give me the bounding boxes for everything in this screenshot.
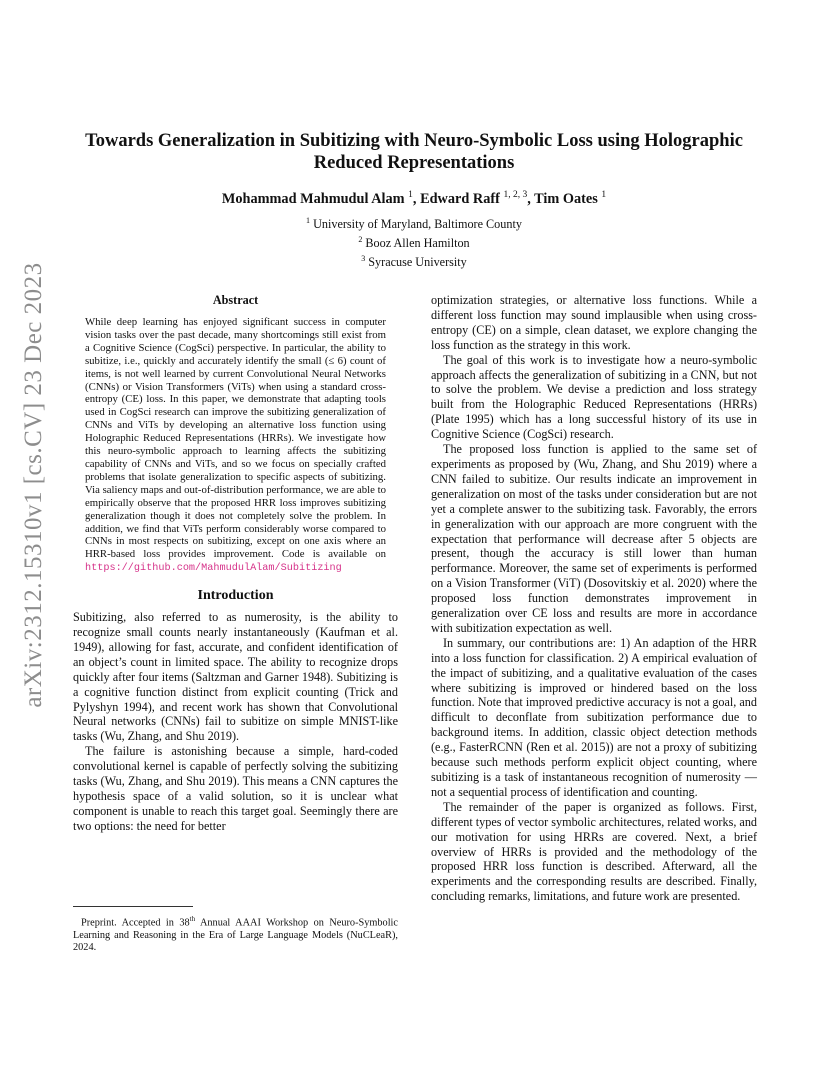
footnote-text <box>73 913 398 955</box>
affiliation-mark: 1 <box>306 216 311 225</box>
affiliation-line <box>70 232 758 251</box>
footnote <box>73 906 398 955</box>
arxiv-identifier-text: arXiv:2312.15310v1 [cs.CV] 23 Dec 2023 <box>20 262 47 708</box>
abstract-body: While deep learning has enjoyed significant success in computer vision tasks over the past decade, many shortcomings still exist from a Cognitive Science (CogSci) perspective. In particular, the ability to subitize, i.e., quickly and accurately identify the small (≤ 6) count of items, is not well learned by current Convolutional Neural Networks (CNNs) or Vision Transformers (ViTs) when using a standard cross-entropy (CE) loss. In this paper, we demonstrate that adapting tools used in CogSci research can improve the subitizing generalization of CNNs and ViTs by developing an alternative loss function using Holographic Reduced Representations (HRRs). We investigate how this neuro-symbolic approach to learning affects the subitizing capability of CNNs and ViTs, and so we focus on specially crafted problems that isolate generalization to specific aspects of subitizing. Via saliency maps and out-of-distribution performance, we are able to empirically observe that the proposed HRR loss improves subitizing generalization though it does not completely solve the problem. In addition, we find that ViTs perform considerably worse compared to CNNs in most respects on subitizing, except on one axis where an HRR-based loss provides improvement. Code is available on <box>85 316 386 561</box>
author-affiliation-mark: 1, 2, 3 <box>503 190 528 200</box>
abstract-heading: Abstract <box>212 293 259 307</box>
author-list: Mohammad Mahmudul Alam $^1$, Edward Raff $^{1, 2, 3}$, Tim Oates $^1$ <box>221 190 607 207</box>
abstract-text <box>85 316 386 576</box>
affiliation-name: Syracuse University <box>368 255 467 270</box>
affiliation-list <box>70 213 758 270</box>
body-paragraph: In summary, our contributions are: 1) An adaption of the HRR into a loss function for classification. 2) A empirical evaluation of the impact of subitizing, and a qualitative evaluation of the cases where subitizing is improved or hindered based on the loss function. Note that improved predictive accuracy is not a goal, and difficult to deconflate from subitization performance due to background items. In addition, classic object detection methods (e.g., FasterRCNN (Ren et al. 2015)) are not a proxy of subitizing because such methods perform explicit object counting, where subitizing is a task of instantaneous recognition of numerosity — not a sequential process of identification and counting. <box>431 635 757 799</box>
footnote-rule <box>73 906 193 907</box>
author-affiliation-mark: 1 <box>601 190 607 200</box>
affiliation-line <box>70 213 758 232</box>
author-name: Tim Oates <box>534 190 598 207</box>
author-affiliation-mark: 1 <box>408 190 413 200</box>
introduction-paragraph: Subitizing, also referred to as numerosity, is the ability to recognize small counts nearly instantaneously (Kaufman et al. 1949), allowing for fast, accurate, and confident identification of an object’s count in limited space. The ability to recognize drops quickly after four items (Saltzman and Garner 1948). Subitizing is a cognitive function distinct from explicit counting (Trick and Pylyshyn 1994), and recent work has shown that Convolutional Neural networks (CNNs) fail to subitize on simple MNIST-like tasks (Wu, Zhang, and Shu 2019). <box>73 610 398 744</box>
introduction-paragraph: The failure is astonishing because a simple, hard-coded convolutional kernel is capable of perfectly solving the subitizing tasks (Wu, Zhang, and Shu 2019). This means a CNN captures the hypothesis space of a valid solution, so it is unclear what component is unable to reach this target goal. Seemingly there are two options: the need for better <box>73 744 398 833</box>
code-repository-link[interactable]: https://github.com/MahmudulAlam/Subitizing <box>85 563 342 575</box>
affiliation-mark: 3 <box>361 254 366 264</box>
body-paragraph: The goal of this work is to investigate how a neuro-symbolic approach affects the generalization of subitizing in a CNN, but not to solve the problem. We devise a prediction and loss strategy built from the Holographic Reduced Representations (HRRs) (Plate 1995) which has a long successful history of its use in Cognitive Science (CogSci) research. <box>431 352 757 442</box>
affiliation-mark: 2 <box>358 235 363 245</box>
footnote-superscript: th <box>189 915 196 923</box>
author-name: Mohammad Mahmudul Alam <box>221 190 405 207</box>
affiliation-name: University of Maryland, Baltimore County <box>313 217 522 232</box>
footnote-text-end: Annual AAAI Workshop on Neuro-Symbolic Learning and Reasoning in the Era of Large Language Models (NuCLeaR), 2024. <box>73 917 398 954</box>
paper-title: Towards Generalization in Subitizing with Neuro-Symbolic Loss using Holographic Reduced Representations <box>85 131 743 173</box>
body-paragraph: The remainder of the paper is organized as follows. First, different types of vector symbolic architectures, related works, and our motivation for using HRRs are covered. Next, a brief overview of HRRs is provided and the methodology of the proposed HRR loss function is described. Afterward, all the experiments and the corresponding results are described. Finally, concluding remarks, limitations, and future work are presented. <box>431 799 758 904</box>
left-column <box>73 293 398 834</box>
introduction-heading: Introduction <box>197 588 274 604</box>
affiliation-name: Booz Allen Hamilton <box>365 236 470 251</box>
arxiv-identifier-stamp <box>14 262 54 708</box>
right-column <box>431 293 757 904</box>
body-paragraph: optimization strategies, or alternative loss functions. While a different loss function may sound implausible when using cross-entropy (CE) on a simple, clean dataset, we explore changing the loss function as the strategy in this work. <box>431 293 757 352</box>
footnote-text-start: Preprint. Accepted in 38 <box>81 917 190 929</box>
author-name: Edward Raff <box>420 190 500 207</box>
affiliation-line <box>70 251 758 270</box>
body-paragraph: The proposed loss function is applied to the same set of experiments as proposed by (Wu, Zhang, and Shu 2019) where a CNN failed to subitize. Our results indicate an improvement in generalization on most of the tasks under consideration but are not yet a complete answer to the subitizing task. Favorably, the errors in generalization with our approach are more congruent with the expectation that performance will decrease after 5 objects are present, though the accuracy is still lower than human performance. Moreover, the same set of experiments is performed on a Vision Transformer (ViT) (Dosovitskiy et al. 2020) where the proposed loss function demonstrates improvement in generalization over CE loss and results are more in accordance with subitization expectation as well. <box>431 442 757 635</box>
